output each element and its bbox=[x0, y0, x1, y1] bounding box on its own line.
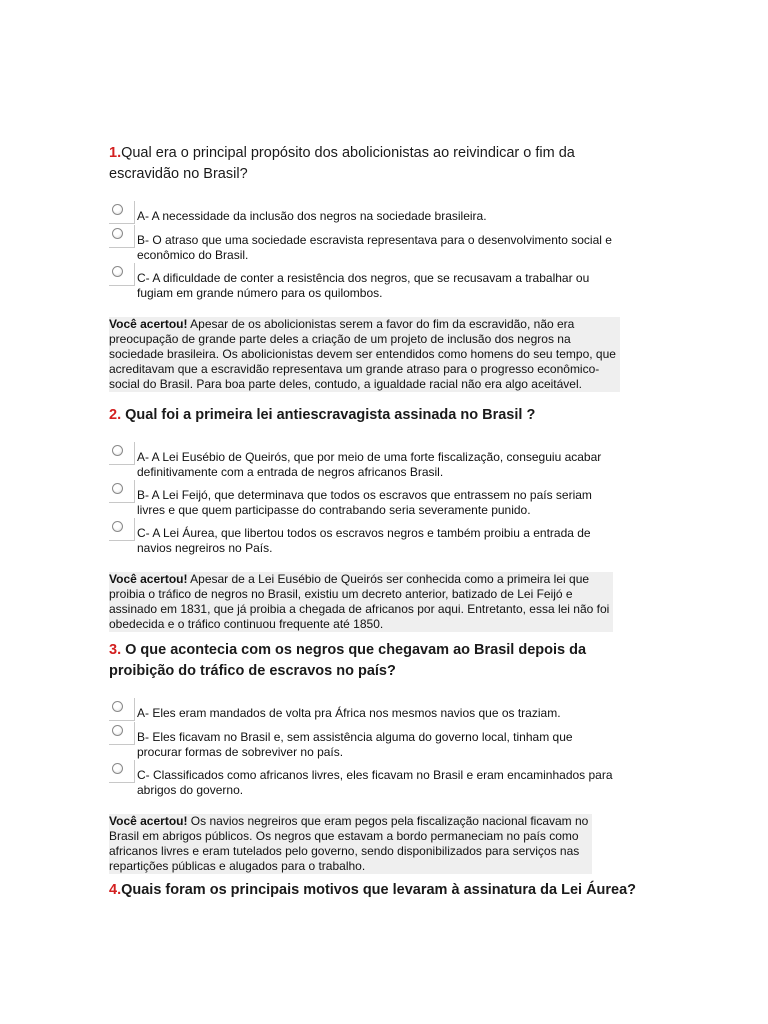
question-number: 1. bbox=[109, 145, 122, 161]
radio-circle-icon bbox=[112, 521, 123, 532]
question-4-title bbox=[109, 880, 709, 901]
question-1-option-b[interactable] bbox=[109, 233, 657, 262]
question-number: 2. bbox=[109, 407, 122, 423]
feedback-line: preocupação de grande parte deles a criação de um projeto de inclusão dos negros na bbox=[109, 332, 620, 347]
feedback-line: acreditavam que a escravidão representava um grande atraso para o progresso econômico- bbox=[109, 362, 620, 377]
question-2-option-c[interactable] bbox=[109, 526, 657, 555]
radio-circle-icon bbox=[112, 725, 123, 736]
feedback-line: assinado em 1831, que já proibia a chegada de africanos por aqui. Entretanto, essa lei não foi bbox=[109, 602, 613, 617]
question-1-title bbox=[109, 143, 669, 185]
question-2-feedback bbox=[109, 572, 613, 632]
feedback-label: Você acertou! bbox=[109, 317, 188, 331]
feedback-line: proibia o tráfico de negros no Brasil, existiu um decreto anterior, batizado de Lei Feijó e bbox=[109, 587, 613, 602]
radio-button[interactable] bbox=[109, 722, 135, 745]
question-text-line: Quais foram os principais motivos que levaram à assinatura da Lei Áurea? bbox=[121, 882, 637, 898]
feedback-line: Você acertou! Apesar de os abolicionistas serem a favor do fim da escravidão, não era bbox=[109, 317, 620, 332]
question-text-line: O que acontecia com os negros que chegavam ao Brasil depois da bbox=[121, 642, 587, 658]
radio-circle-icon bbox=[112, 204, 123, 215]
question-1-option-c[interactable] bbox=[109, 271, 657, 300]
question-2-title bbox=[109, 405, 669, 426]
radio-button[interactable] bbox=[109, 518, 135, 541]
feedback-line: Você acertou! Os navios negreiros que eram pegos pela fiscalização nacional ficavam no bbox=[109, 814, 592, 829]
radio-button[interactable] bbox=[109, 201, 135, 224]
option-text: C- A Lei Áurea, que libertou todos os escravos negros e também proibiu a entrada de bbox=[137, 526, 591, 540]
option-text: livres e que quem participasse do contrabando seria severamente punido. bbox=[137, 502, 531, 517]
option-text: A- A necessidade da inclusão dos negros na sociedade brasileira. bbox=[137, 209, 487, 223]
option-text: B- Eles ficavam no Brasil e, sem assistência alguma do governo local, tinham que bbox=[137, 730, 573, 744]
option-text: navios negreiros no País. bbox=[137, 540, 273, 555]
feedback-label: Você acertou! bbox=[109, 814, 188, 828]
radio-button[interactable] bbox=[109, 263, 135, 286]
feedback-line: obedecida e o tráfico continuou frequente até 1850. bbox=[109, 617, 613, 632]
question-3-option-a[interactable] bbox=[109, 706, 657, 721]
radio-button[interactable] bbox=[109, 698, 135, 721]
option-text: A- Eles eram mandados de volta pra África nos mesmos navios que os traziam. bbox=[137, 706, 561, 720]
radio-circle-icon bbox=[112, 701, 123, 712]
feedback-line: repartições públicas e alugados para o trabalho. bbox=[109, 859, 592, 874]
question-2-option-b[interactable] bbox=[109, 488, 657, 517]
question-1-feedback bbox=[109, 317, 620, 392]
radio-button[interactable] bbox=[109, 442, 135, 465]
option-text: definitivamente com a entrada de negros africanos Brasil. bbox=[137, 464, 444, 479]
radio-circle-icon bbox=[112, 483, 123, 494]
question-number: 4. bbox=[109, 882, 122, 898]
question-3-feedback bbox=[109, 814, 592, 874]
question-1-option-a[interactable] bbox=[109, 209, 657, 224]
option-text: procurar formas de sobreviver no país. bbox=[137, 744, 344, 759]
question-number: 3. bbox=[109, 642, 122, 658]
feedback-line: Brasil em abrigos públicos. Os negros que estavam a bordo permaneciam no país como bbox=[109, 829, 592, 844]
question-3-title bbox=[109, 640, 669, 682]
feedback-line: social do Brasil. Para boa parte deles, contudo, a igualdade racial não era algo aceitável. bbox=[109, 377, 620, 392]
option-text: econômico do Brasil. bbox=[137, 247, 249, 262]
option-text: fugiam em grande número para os quilombos. bbox=[137, 285, 383, 300]
feedback-label: Você acertou! bbox=[109, 572, 188, 586]
question-text-line: escravidão no Brasil? bbox=[109, 166, 248, 182]
question-text-line: proibição do tráfico de escravos no país? bbox=[109, 663, 396, 679]
option-text: C- A dificuldade de conter a resistência dos negros, que se recusavam a trabalhar ou bbox=[137, 271, 590, 285]
option-text: C- Classificados como africanos livres, eles ficavam no Brasil e eram encaminhados para bbox=[137, 768, 613, 782]
question-text-line: Qual era o principal propósito dos abolicionistas ao reivindicar o fim da bbox=[121, 145, 575, 161]
question-2-option-a[interactable] bbox=[109, 450, 657, 479]
radio-circle-icon bbox=[112, 763, 123, 774]
question-3-option-c[interactable] bbox=[109, 768, 657, 797]
radio-button[interactable] bbox=[109, 480, 135, 503]
option-text: abrigos do governo. bbox=[137, 782, 244, 797]
radio-button[interactable] bbox=[109, 225, 135, 248]
feedback-line: sociedade brasileira. Os abolicionistas devem ser entendidos como homens do seu tempo, que bbox=[109, 347, 620, 362]
option-text: A- A Lei Eusébio de Queirós, que por meio de uma forte fiscalização, conseguiu acabar bbox=[137, 450, 602, 464]
option-text: B- O atraso que uma sociedade escravista representava para o desenvolvimento social e bbox=[137, 233, 612, 247]
feedback-line: africanos livres e eram tutelados pelo governo, sendo disponibilizados para serviços nas bbox=[109, 844, 592, 859]
question-3-option-b[interactable] bbox=[109, 730, 657, 759]
radio-button[interactable] bbox=[109, 760, 135, 783]
radio-circle-icon bbox=[112, 266, 123, 277]
radio-circle-icon bbox=[112, 445, 123, 456]
question-text-line: Qual foi a primeira lei antiescravagista assinada no Brasil ? bbox=[121, 407, 536, 423]
option-text: B- A Lei Feijó, que determinava que todos os escravos que entrassem no país seriam bbox=[137, 488, 592, 502]
radio-circle-icon bbox=[112, 228, 123, 239]
feedback-line: Você acertou! Apesar de a Lei Eusébio de Queirós ser conhecida como a primeira lei que bbox=[109, 572, 613, 587]
